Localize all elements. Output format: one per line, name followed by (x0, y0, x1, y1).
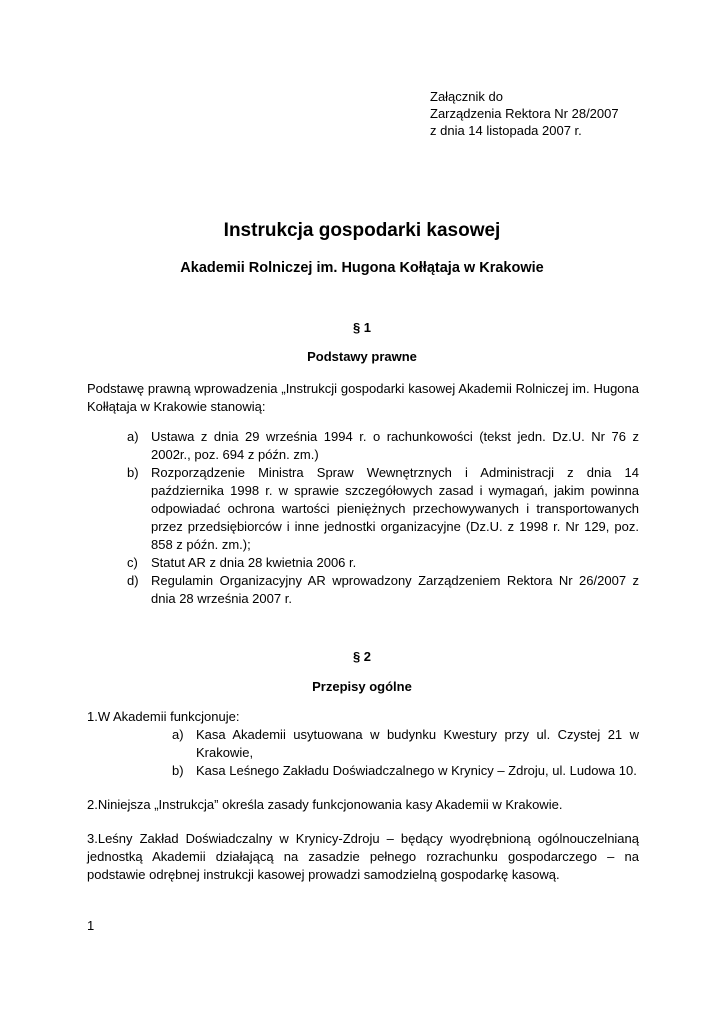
list-item-text: Statut AR z dnia 28 kwietnia 2006 r. (151, 555, 357, 570)
list-item-text: Kasa Leśnego Zakładu Doświadczalnego w Krynicy – Zdroju, ul. Ludowa 10. (196, 763, 637, 778)
annex-note (430, 88, 660, 139)
list-item (127, 464, 639, 554)
section-2-point-3: 3.Leśny Zakład Doświadczalny w Krynicy-Zdroju – będący wyodrębnioną ogólnouczelnianą jednostką Akademii działającą na zasadzie pełnego rozrachunku gospodarczego – na podstawie odrębnej instrukcji kasowej prowadzi samodzielną gospodarkę kasową. (87, 831, 639, 882)
list-item-text: Regulamin Organizacyjny AR wprowadzony Zarządzeniem Rektora Nr 26/2007 z dnia 28 września 2007 r. (151, 573, 639, 606)
section-1-intro: Podstawę prawną wprowadzenia „Instrukcji gospodarki kasowej Akademii Rolniczej im. Hugona Kołłątaja w Krakowie stanowią: (87, 381, 639, 414)
list-item-text: Ustawa z dnia 29 września 1994 r. o rachunkowości (tekst jedn. Dz.U. Nr 76 z 2002r., poz. 694 z późn. zm.) (151, 429, 639, 462)
list-item-marker: b) (127, 465, 139, 480)
section-1-number: § 1 (352, 320, 372, 335)
annex-line-2: Zarządzenia Rektora Nr 28/2007 (430, 106, 619, 121)
section-1-list (127, 428, 639, 608)
annex-line-3: z dnia 14 listopada 2007 r. (430, 123, 582, 138)
document-subtitle: Akademii Rolniczej im. Hugona Kołłątaja w Krakowie (180, 260, 544, 276)
list-item-marker: d) (127, 573, 139, 588)
list-item-marker: b) (172, 763, 184, 778)
section-1-heading: Podstawy prawne (307, 349, 417, 364)
list-item (127, 428, 639, 464)
section-2-number: § 2 (352, 649, 372, 664)
document-title: Instrukcja gospodarki kasowej (223, 220, 501, 241)
annex-line-1: Załącznik do (430, 89, 503, 104)
section-2-heading: Przepisy ogólne (312, 679, 412, 694)
list-item-marker: c) (127, 555, 138, 570)
section-2-point-1: 1.W Akademii funkcjonuje: (87, 709, 240, 724)
list-item (172, 762, 639, 780)
list-item (127, 572, 639, 608)
page-number: 1 (87, 918, 95, 933)
list-item-text: Rozporządzenie Ministra Spraw Wewnętrznych i Administracji z dnia 14 października 1998 r. w sprawie szczegółowych zasad i wymagań, jakim powinna odpowiadać ochrona wartości pieniężnych przechowywanych i transportowanych przez przedsiębiorców i inne jednostki organizacyjne (Dz.U. z 1998 r. Nr 129, poz. 858 z późn. zm.); (151, 465, 639, 552)
list-item (127, 554, 639, 572)
list-item (172, 726, 639, 762)
list-item-marker: a) (127, 429, 139, 444)
list-item-text: Kasa Akademii usytuowana w budynku Kwestury przy ul. Czystej 21 w Krakowie, (196, 727, 639, 760)
list-item-marker: a) (172, 727, 184, 742)
section-2-point-2: 2.Niniejsza „Instrukcja” określa zasady funkcjonowania kasy Akademii w Krakowie. (87, 797, 563, 812)
section-2-list (172, 726, 639, 780)
